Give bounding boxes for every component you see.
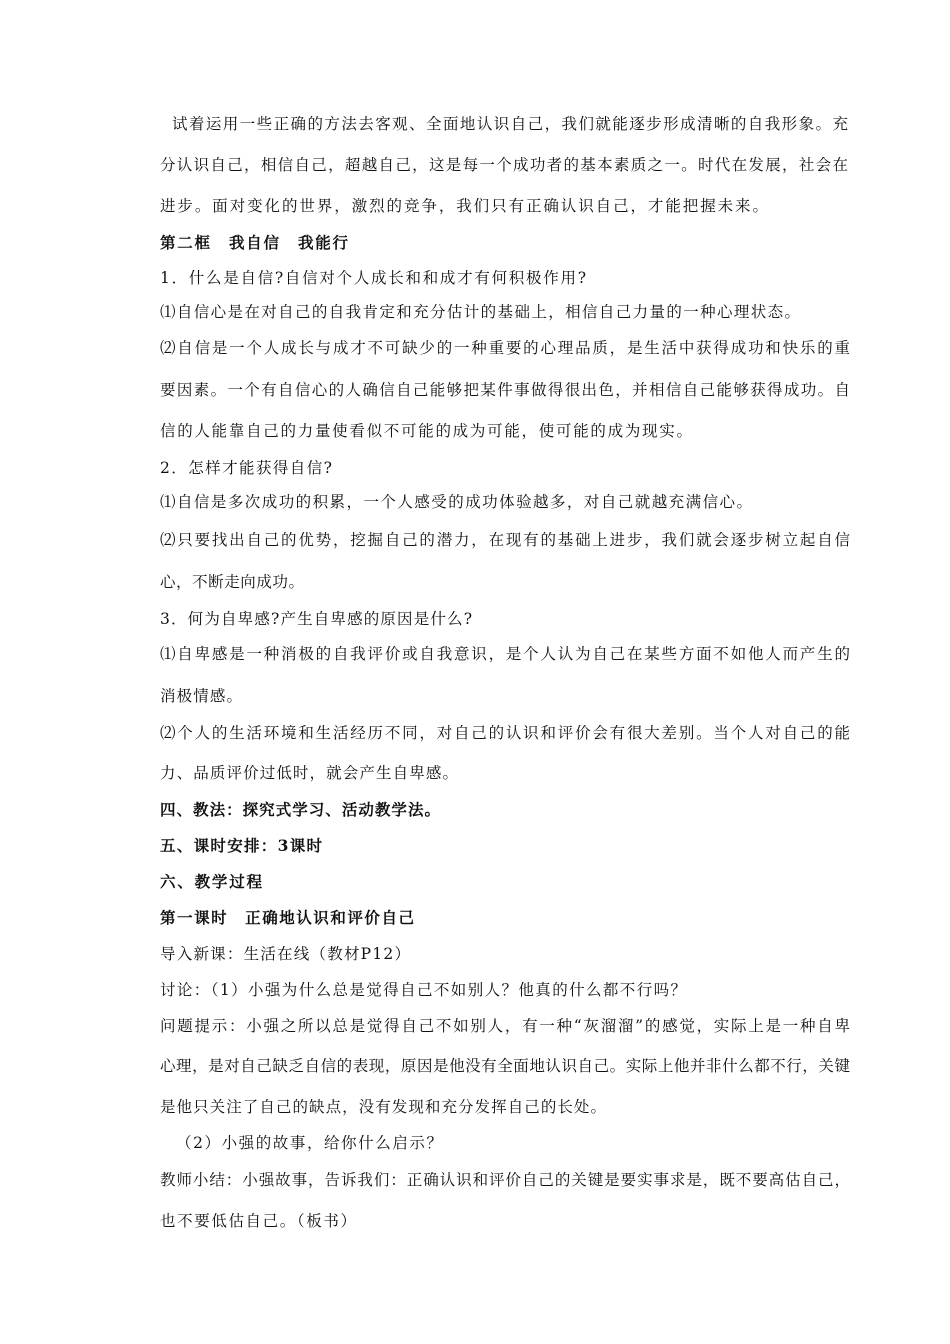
section-heading: 四、教法：探究式学习、活动教学法。: [160, 800, 442, 819]
paragraph-line: 信的人能靠自己的力量使看似不可能的成为可能，使可能的成为现实。: [160, 422, 694, 440]
lesson-heading: 第一课时 正确地认识和评价自己: [160, 908, 416, 927]
paragraph-line: ⑵个人的生活环境和生活经历不同，对自己的认识和评价会有很大差别。当个人对自己的能: [160, 724, 852, 742]
section-heading: 五、课时安排：3课时: [160, 836, 324, 855]
question-line: 1．什么是自信?自信对个人成长和和成才有何积极作用?: [160, 269, 588, 287]
paragraph-line: 是他只关注了自己的缺点，没有发现和充分发挥自己的长处。: [160, 1098, 608, 1116]
paragraph-line: ⑵自信是一个人成长与成才不可缺少的一种重要的心理品质，是生活中获得成功和快乐的重: [160, 339, 852, 357]
section-heading: 第二框 我自信 我能行: [160, 233, 350, 252]
discussion-line: 讨论：（1）小强为什么总是觉得自己不如别人？他真的什么都不行吗？: [160, 981, 688, 999]
paragraph-line: 要因素。一个有自信心的人确信自己能够把某件事做得很出色，并相信自己能够获得成功。自: [160, 381, 852, 399]
paragraph-line: ⑴自信是多次成功的积累，一个人感受的成功体验越多，对自己就越充满信心。: [160, 493, 754, 511]
paragraph-line: 心理，是对自己缺乏自信的表现，原因是他没有全面地认识自己。实际上他并非什么都不行，关键: [160, 1057, 851, 1075]
paragraph-line: 进步。面对变化的世界，激烈的竞争，我们只有正确认识自己，才能把握未来。: [160, 197, 770, 215]
discussion-line: （2）小强的故事，给你什么启示？: [176, 1134, 444, 1152]
paragraph-line: ⑵只要找出自己的优势，挖掘自己的潜力，在现有的基础上进步，我们就会逐步树立起自信: [160, 531, 852, 549]
paragraph-line: ⑴自卑感是一种消极的自我评价或自我意识，是个人认为自己在某些方面不如他人而产生的: [160, 645, 852, 663]
paragraph-line: 也不要低估自己。（板书）: [160, 1212, 358, 1230]
question-line: 2．怎样才能获得自信?: [160, 459, 334, 477]
paragraph-line: ⑴自信心是在对自己的自我肯定和充分估计的基础上，相信自己力量的一种心理状态。: [160, 303, 802, 321]
paragraph-line: 心，不断走向成功。: [160, 573, 305, 591]
paragraph-line: 教师小结：小强故事，告诉我们：正确认识和评价自己的关键是要实事求是，既不要高估自己，: [160, 1171, 851, 1189]
paragraph-line: 导入新课：生活在线（教材P12）: [160, 945, 412, 963]
paragraph-line: 试着运用一些正确的方法去客观、全面地认识自己，我们就能逐步形成清晰的自我形象。充: [172, 115, 850, 133]
section-heading: 六、教学过程: [160, 872, 264, 891]
paragraph-line: 分认识自己，相信自己，超越自己，这是每一个成功者的基本素质之一。时代在发展，社会在: [160, 156, 850, 174]
paragraph-line: 问题提示：小强之所以总是觉得自己不如别人，有一种“灰溜溜”的感觉，实际上是一种自卑: [160, 1017, 852, 1035]
paragraph-line: 消极情感。: [160, 687, 244, 705]
paragraph-line: 力、品质评价过低时，就会产生自卑感。: [160, 764, 460, 782]
question-line: 3．何为自卑感?产生自卑感的原因是什么?: [160, 610, 474, 628]
